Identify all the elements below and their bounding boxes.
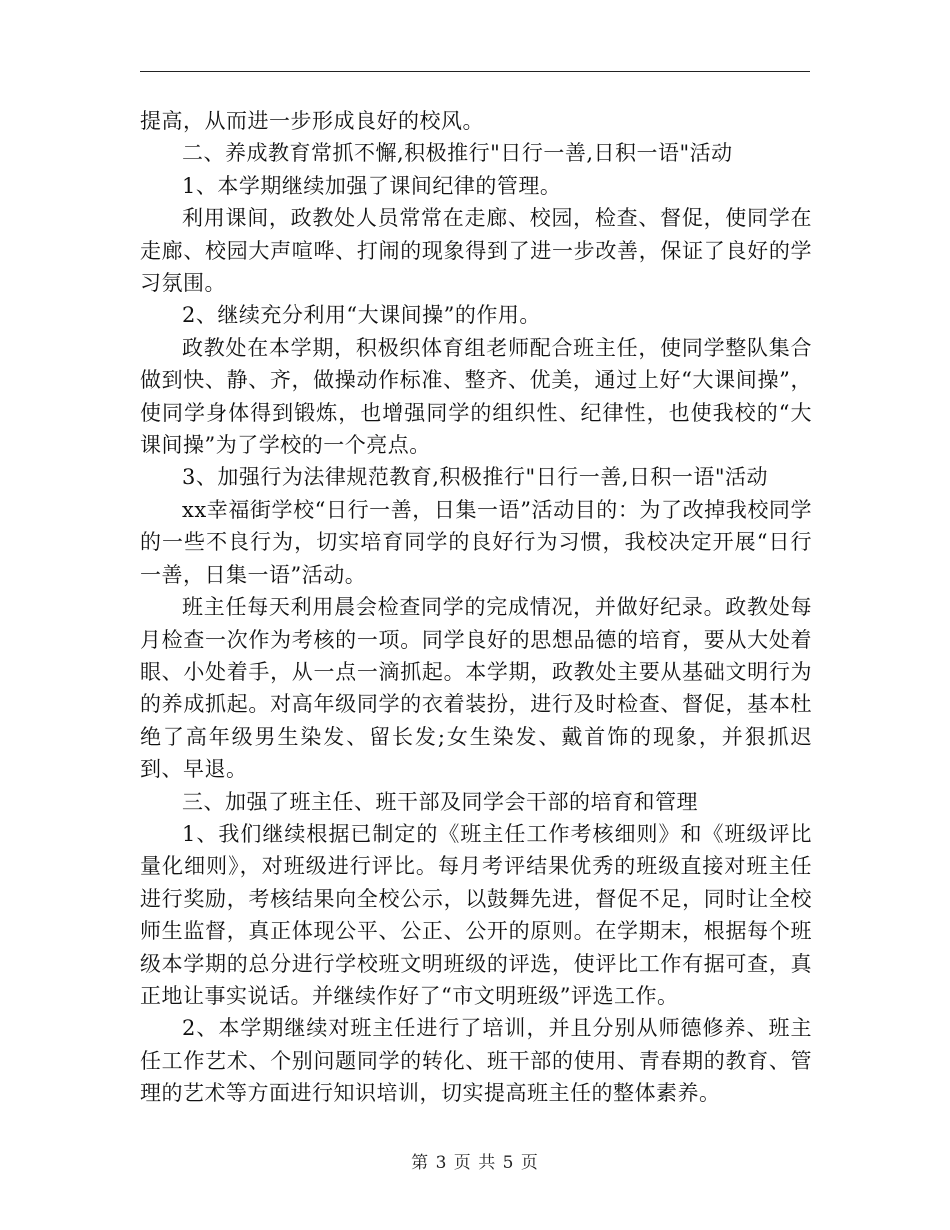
subsection-heading: 2、继续充分利用“大课间操”的作用。 xyxy=(182,303,541,328)
header-rule xyxy=(140,71,810,72)
section-heading: 三、加强了班主任、班干部及同学会干部的培育和管理 xyxy=(182,789,698,814)
subsection-heading: 3、加强行为法律规范教育,积极推行"日行一善,日积一语"活动 xyxy=(182,465,769,490)
section-heading: 二、养成教育常抓不懈,积极推行"日行一善,日积一语"活动 xyxy=(182,141,733,166)
paragraph: 提高，从而进一步形成良好的校风。 xyxy=(140,109,484,133)
paragraph: 利用课间，政教处人员常常在走廊、校园，检查、督促，使同学在走廊、校园大声喧哗、打闹的现象得到了进一步改善，保证了良好的学习氛围。 xyxy=(140,206,812,296)
document-body xyxy=(140,105,812,1110)
subsection-heading: 1、本学期继续加强了课间纪律的管理。 xyxy=(182,173,562,198)
paragraph: 政教处在本学期，积极织体育组老师配合班主任，使同学整队集合做到快、静、齐，做操动作标准、整齐、优美，通过上好“大课间操”，使同学身体得到锻炼，也增强同学的组织性、纪律性，也使我校的“大课间操”为了学校的一个亮点。 xyxy=(140,335,812,458)
paragraph: 2、本学期继续对班主任进行了培训，并且分别从师德修养、班主任工作艺术、个别问题同学的转化、班干部的使用、青春期的教育、管理的艺术等方面进行知识培训，切实提高班主任的整体素养。 xyxy=(140,1016,812,1106)
page-number-footer: 第 3 页 共 5 页 xyxy=(411,1153,539,1173)
paragraph: xx幸福街学校“日行一善，日集一语”活动目的：为了改掉我校同学的一些不良行为，切实培育同学的良好行为习惯，我校决定开展“日行一善，日集一语”活动。 xyxy=(140,497,812,587)
paragraph: 班主任每天利用晨会检查同学的完成情况，并做好纪录。政教处每月检查一次作为考核的一项。同学良好的思想品德的培育，要从大处着眼、小处着手，从一点一滴抓起。本学期，政教处主要从基础文明行为的养成抓起。对高年级同学的衣着装扮，进行及时检查、督促，基本杜绝了高年级男生染发、留长发;女生染发、戴首饰的现象，并狠抓迟到、早退。 xyxy=(140,595,812,782)
paragraph: 1、我们继续根据已制定的《班主任工作考核细则》和《班级评比量化细则》，对班级进行评比。每月考评结果优秀的班级直接对班主任进行奖励，考核结果向全校公示，以鼓舞先进，督促不足，同时让全校师生监督，真正体现公平、公正、公开的原则。在学期末，根据每个班级本学期的总分进行学校班文明班级的评选，使评比工作有据可查，真正地让事实说话。并继续作好了“市文明班级”评选工作。 xyxy=(140,821,812,1008)
